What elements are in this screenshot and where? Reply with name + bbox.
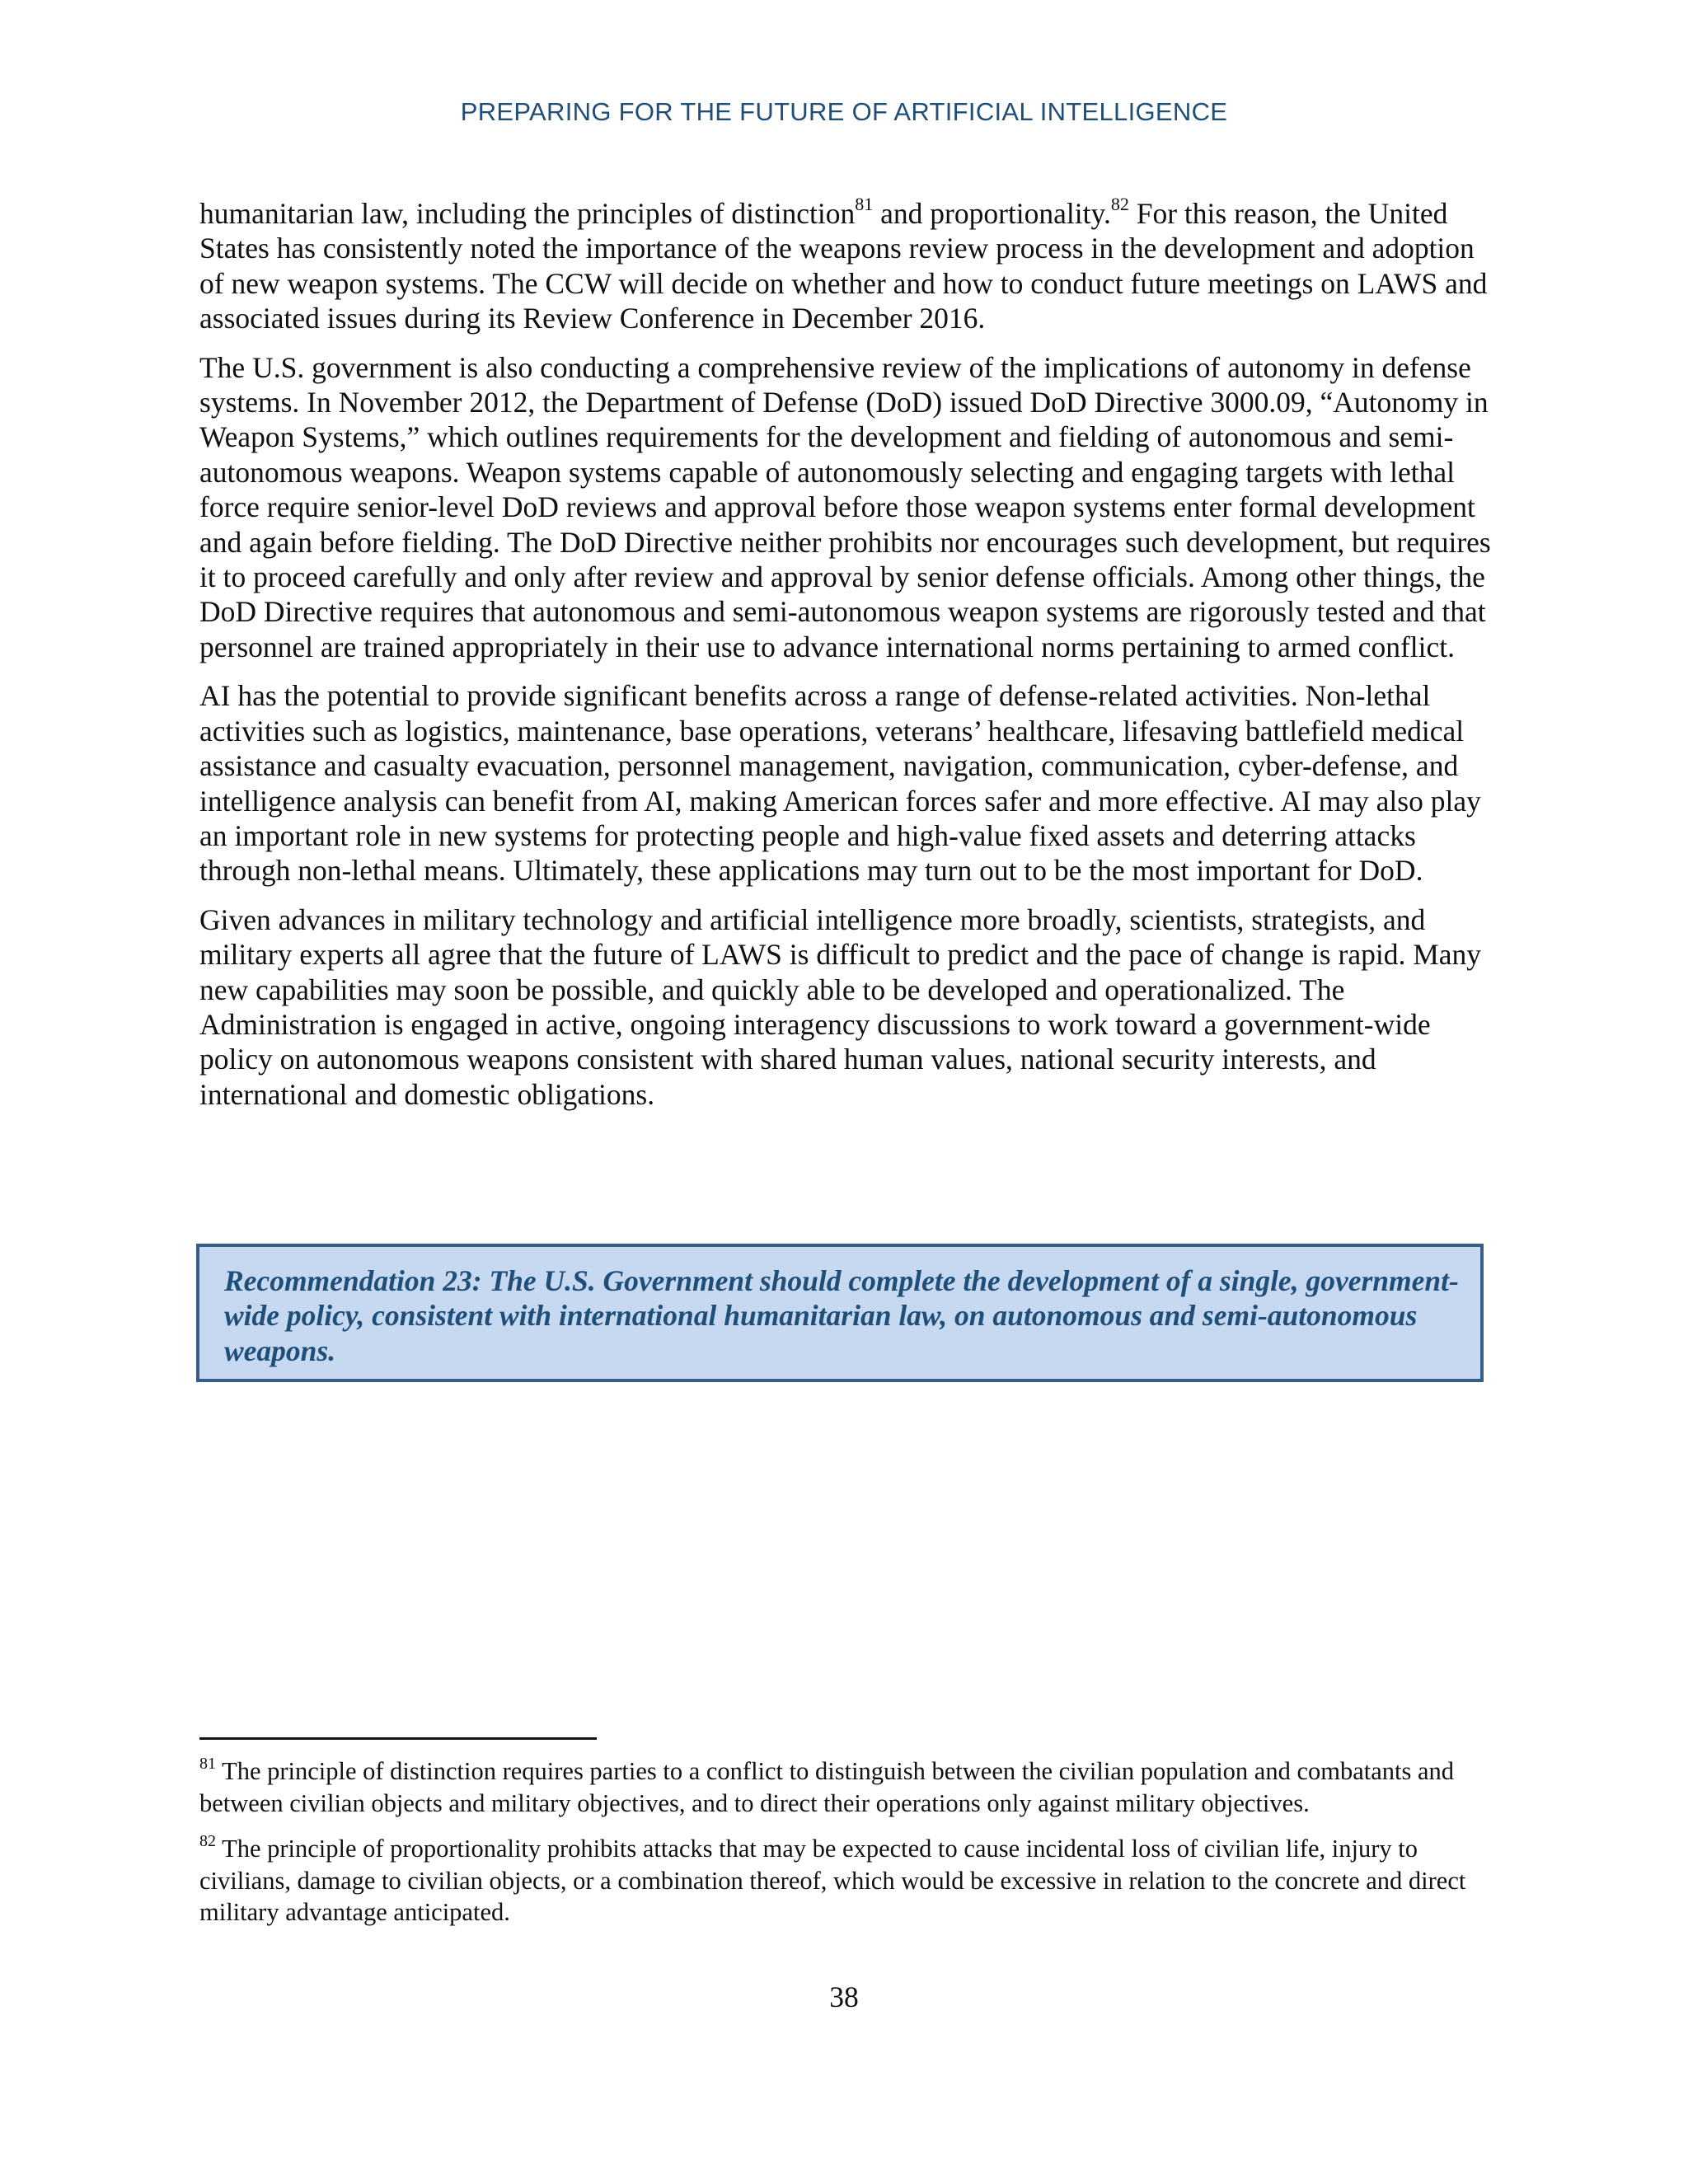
page-number: 38: [829, 1980, 859, 2013]
paragraph-1: [199, 196, 1495, 336]
footnote-number: 82: [199, 1831, 216, 1850]
paragraph-1-part-b: and proportionality.: [873, 197, 1111, 230]
footnote-divider: [199, 1737, 597, 1740]
paragraph-3: AI has the potential to provide significant benefits across a range of defense-related activities. Non-lethal activities such as logistics, maintenance, base operations, veterans’ healthcare, lifesaving battlefield medical assistance and casualty evacuation, personnel management, navigation, communication, cyber-defense, and intelligence analysis can benefit from AI, making American forces safer and more effective. AI may also play an important role in new systems for protecting people and high-value fixed assets and deterring attacks through non-lethal means. Ultimately, these applications may turn out to be the most important for DoD.: [199, 679, 1481, 888]
recommendation-text: Recommendation 23: The U.S. Government should complete the development of a single, government-wide policy, consistent with international humanitarian law, on autonomous and semi-autonomous weapons.: [224, 1264, 1459, 1367]
footnote-ref-81[interactable]: 81: [855, 194, 874, 215]
footnote-number: 81: [199, 1754, 216, 1773]
paragraph-1-part-c: For this reason, the United States has consistently noted the importance of the weapons review process in the development and adoption of new weapon systems. The CCW will decide on whether and how to conduct future meetings on LAWS and associated issues during its Review Conference in December 2016.: [199, 197, 1488, 335]
footnote-text: The principle of proportionality prohibits attacks that may be expected to cause incidental loss of civilian life, injury to civilians, damage to civilian objects, or a combination thereof, which would be excessive in relation to the concrete and direct military advantage anticipated.: [199, 1835, 1466, 1926]
footnotes: [199, 1755, 1495, 1943]
footnote-82: [199, 1833, 1495, 1929]
footnote-ref-82[interactable]: 82: [1110, 194, 1129, 215]
paragraph-4: Given advances in military technology and artificial intelligence more broadly, scientists, strategists, and military experts all agree that the future of LAWS is difficult to predict and the pace of change is rapid. Many new capabilities may soon be possible, and quickly able to be developed and operationalized. The Administration is engaged in active, ongoing interagency discussions to work toward a government-wide policy on autonomous weapons consistent with shared human values, national security interests, and international and domestic obligations.: [199, 902, 1482, 1111]
recommendation-box: [196, 1244, 1484, 1382]
paragraph-2: The U.S. government is also conducting a comprehensive review of the implications of autonomy in defense systems. In November 2012, the Department of Defense (DoD) issued DoD Directive 3000.09, “Autonomy in Weapon Systems,” which outlines requirements for the development and fielding of autonomous and semi-autonomous weapons. Weapon systems capable of autonomously selecting and engaging targets with lethal force require senior-level DoD reviews and approval before those weapon systems enter formal development and again before fielding. The DoD Directive neither prohibits nor encourages such development, but requires it to proceed carefully and only after review and approval by senior defense officials. Among other things, the DoD Directive requires that autonomous and semi-autonomous weapon systems are rigorously tested and that personnel are trained appropriately in their use to advance international norms pertaining to armed conflict.: [199, 350, 1491, 663]
footnote-text: The principle of distinction requires parties to a conflict to distinguish between the civilian population and combatants and between civilian objects and military objectives, and to direct their operations only against military objectives.: [199, 1757, 1455, 1817]
paragraph-1-part-a: humanitarian law, including the principles of distinction: [199, 197, 856, 230]
body-text: [199, 196, 1495, 1126]
footnote-81: [199, 1755, 1495, 1819]
running-header: PREPARING FOR THE FUTURE OF ARTIFICIAL INTELLIGENCE: [460, 97, 1228, 126]
